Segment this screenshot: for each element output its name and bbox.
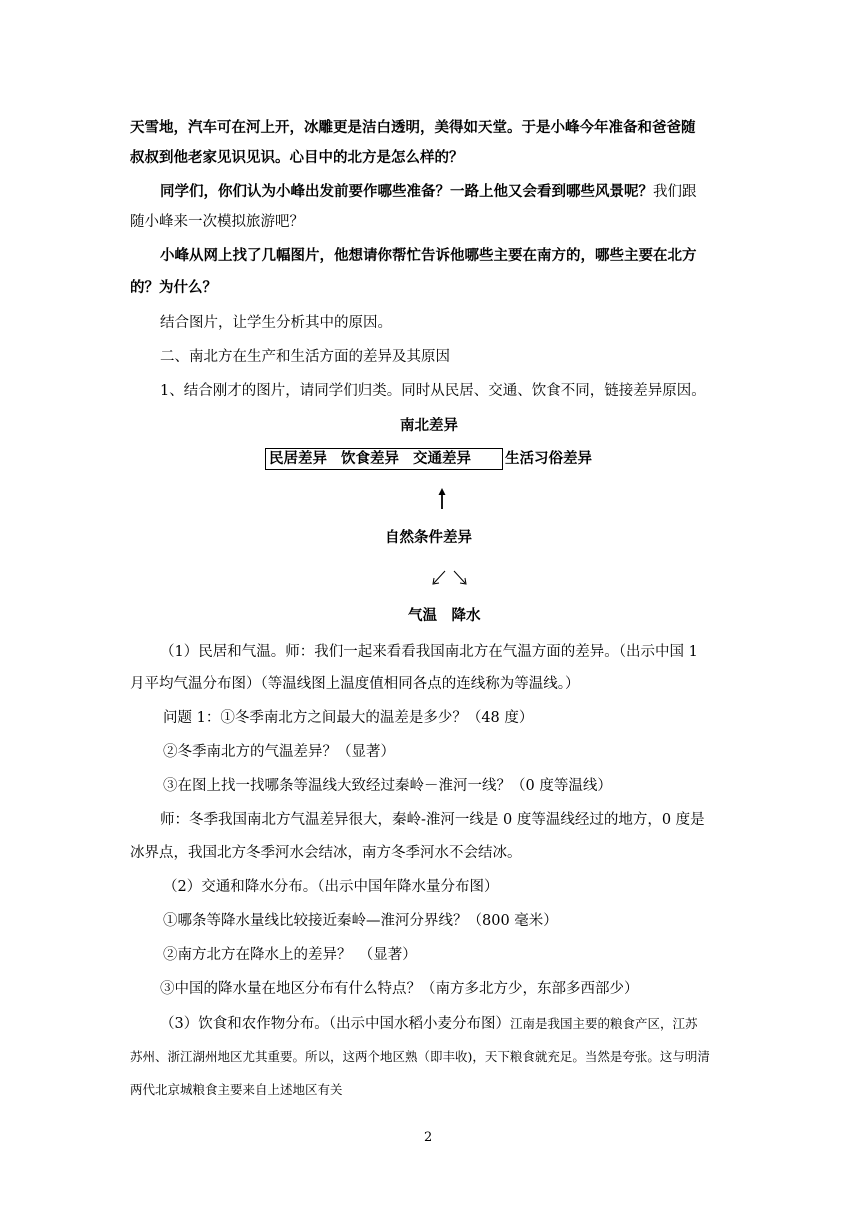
section-1-question-2: ②冬季南北方的气温差异？（显著）	[163, 744, 395, 760]
paragraph-6: 1、结合刚才的图片，请同学们归类。同时从民居、交通、饮食不同，链接差异原因。	[160, 383, 706, 399]
diagram-middle-label: 自然条件差异	[385, 529, 472, 546]
paragraph-2-line-1	[160, 182, 770, 202]
paragraph-4: 结合图片，让学生分析其中的原因。	[160, 315, 392, 331]
section-1-teacher-line-2: 冰界点，我国北方冬季河水会结冰，南方冬季河水不会结冰。	[130, 845, 522, 861]
section-2-line-1: （2）交通和降水分布。（出示中国年降水量分布图）	[163, 879, 499, 895]
paragraph-2-tail-text: 我们跟	[653, 184, 697, 200]
section-3-line-2: 苏州、浙江湖州地区尤其重要。所以，这两个地区熟（即丰收)，天下粮食就充足。当然是夸张。这与明清	[130, 1049, 710, 1064]
paragraph-1-line-1: 天雪地，汽车可在河上开，冰雕更是洁白透明，美得如天堂。于是小峰今年准备和爸爸随	[130, 119, 696, 136]
paragraph-2-line-2: 随小峰来一次模拟旅游吧？	[130, 214, 304, 230]
arrow-up-icon	[437, 488, 447, 510]
section-1-question-3: ③在图上找一找哪条等温线大致经过秦岭－淮河一线？（0 度等温线）	[163, 778, 612, 794]
diagram-bottom-label: 气温 降水	[408, 607, 481, 624]
split-arrows-icon	[430, 568, 470, 588]
section-3-line-3: 两代北京城粮食主要来自上述地区有关	[130, 1082, 343, 1097]
section-1-question-1: 问题 1：①冬季南北方之间最大的温差是多少？（48 度）	[163, 710, 534, 726]
diagram-title: 南北差异	[400, 417, 458, 434]
section-1-teacher-line-1: 师：冬季我国南北方气温差异很大，秦岭-淮河一线是 0 度等温线经过的地方，0 度是	[160, 812, 705, 828]
section-1-line-1: （1）民居和气温。师：我们一起来看看我国南北方在气温方面的差异。（出示中国 1	[160, 644, 698, 660]
section-heading: 二、南北方在生产和生活方面的差异及其原因	[160, 349, 450, 365]
diagram-box	[265, 448, 503, 470]
section-3-tail-text: 江南是我国主要的粮食产区，江苏	[509, 1016, 698, 1031]
diagram-box-item-transport: 交通差异	[413, 450, 471, 467]
section-3-main-text: （3）饮食和农作物分布。（出示中国水稻小麦分布图）	[160, 1016, 510, 1032]
section-2-question-2: ②南方北方在降水上的差异？ （显著）	[163, 947, 417, 963]
paragraph-1-line-2: 叔叔到他老家见识见识。心目中的北方是怎么样的？	[130, 149, 464, 166]
section-2-question-3: ③中国的降水量在地区分布有什么特点？（南方多北方少，东部多西部少）	[160, 981, 639, 997]
diagram-box-item-housing: 民居差异	[269, 450, 327, 467]
section-3-line-1	[160, 1014, 770, 1034]
page-number: 2	[424, 1130, 433, 1145]
paragraph-3-line-2: 的？为什么？	[130, 279, 217, 296]
section-1-line-2: 月平均气温分布图）（等温线图上温度值相同各点的连线称为等温线。）	[130, 676, 580, 692]
section-2-question-1: ①哪条等降水量线比较接近秦岭—淮河分界线？（800 毫米）	[163, 913, 558, 929]
paragraph-2-bold-text: 同学们，你们认为小峰出发前要作哪些准备？一路上他又会看到哪些风景呢？	[160, 183, 653, 200]
diagram-side-label: 生活习俗差异	[505, 450, 592, 467]
diagram-box-item-food: 饮食差异	[341, 450, 399, 467]
paragraph-3-line-1: 小峰从网上找了几幅图片，他想请你帮忙告诉他哪些主要在南方的，哪些主要在北方	[160, 247, 697, 264]
